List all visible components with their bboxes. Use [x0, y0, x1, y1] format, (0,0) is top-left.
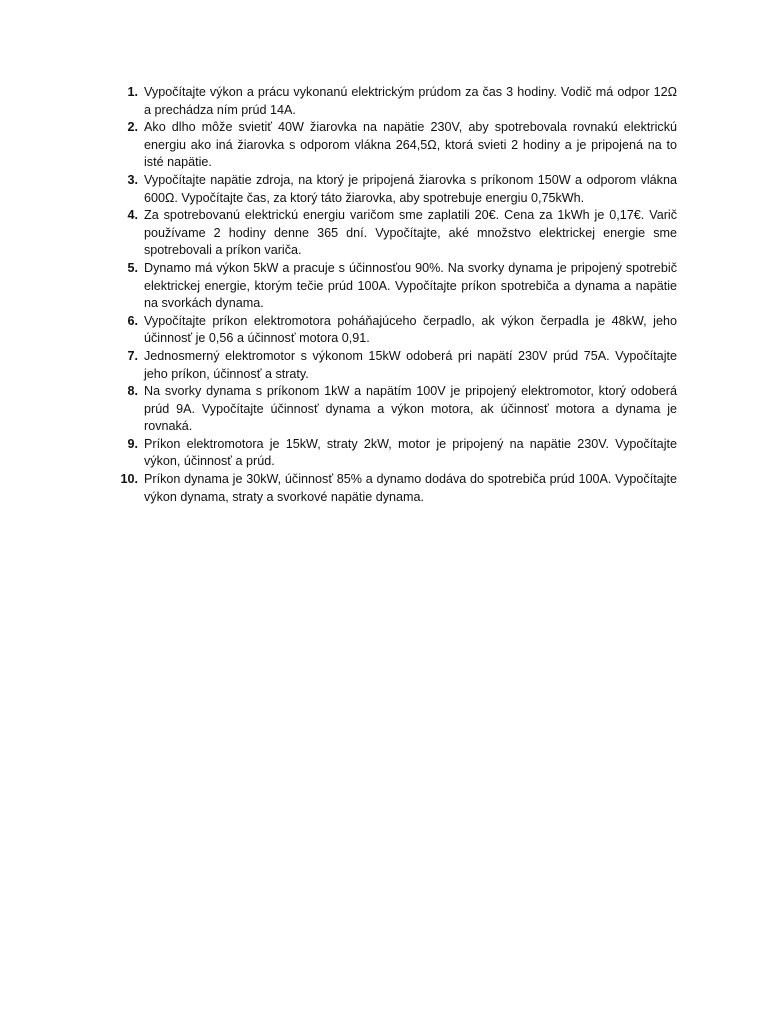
problem-item-10 — [104, 471, 677, 506]
problem-text: Vypočítajte napätie zdroja, na ktorý je pripojená žiarovka s príkonom 150W a odporom vlákna 600Ω. Vypočítajte čas, za ktorý táto žiarovka, aby spotrebuje energiu 0,75kWh. — [144, 172, 677, 205]
problem-item-5 — [104, 260, 677, 313]
problem-item-6 — [104, 313, 677, 348]
problem-text: Jednosmerný elektromotor s výkonom 15kW odoberá pri napätí 230V prúd 75A. Vypočítajte jeho príkon, účinnosť a straty. — [144, 348, 677, 381]
problem-item-3 — [104, 172, 677, 207]
problem-item-9 — [104, 436, 677, 471]
problem-number: 4. — [127, 208, 138, 223]
problem-item-2 — [104, 119, 677, 172]
problem-number: 7. — [127, 348, 138, 363]
problem-item-4 — [104, 207, 677, 260]
problem-text: Dynamo má výkon 5kW a pracuje s účinnosťou 90%. Na svorky dynama je pripojený spotrebič elektrickej energie, ktorým tečie prúd 100A. Vypočítajte príkon spotrebiča a dynama a napätie na svorkách dynama. — [144, 260, 677, 311]
problem-number: 6. — [127, 313, 138, 328]
problem-number: 3. — [127, 172, 138, 187]
problem-text: Za spotrebovanú elektrickú energiu varičom sme zaplatili 20€. Cena za 1kWh je 0,17€. Varič používame 2 hodiny denne 365 dní. Vypočítajte, aké množstvo elektrickej energie sme spotrebovali a príkon variča. — [144, 208, 677, 258]
problem-item-1 — [104, 84, 677, 119]
problem-text: Príkon dynama je 30kW, účinnosť 85% a dynamo dodáva do spotrebiča prúd 100A. Vypočítajte výkon dynama, straty a svorkové napätie dynama. — [144, 472, 677, 504]
problem-item-8 — [104, 383, 677, 436]
problem-number: 8. — [127, 384, 138, 399]
problem-text: Príkon elektromotora je 15kW, straty 2kW, motor je pripojený na napätie 230V. Vypočítajte výkon, účinnosť a prúd. — [144, 436, 677, 469]
problem-item-7 — [104, 348, 677, 383]
problem-list — [104, 84, 677, 506]
problem-number: 2. — [127, 120, 138, 135]
problem-number: 1. — [127, 85, 138, 99]
problem-number: 9. — [127, 436, 138, 451]
problem-text: Na svorky dynama s príkonom 1kW a napätím 100V je pripojený elektromotor, ktorý odoberá prúd 9A. Vypočítajte účinnosť dynama a výkon motora, ak účinnosť motora a dynama je rovnaká. — [144, 384, 677, 434]
problem-text: Ako dlho môže svietiť 40W žiarovka na napätie 230V, aby spotrebovala rovnakú elektrickú energiu ako iná žiarovka s odporom vlákna 264,5Ω, ktorá svieti 2 hodiny a je pripojená na to isté napätie. — [144, 120, 677, 170]
problem-text: Vypočítajte príkon elektromotora poháňajúceho čerpadlo, ak výkon čerpadla je 48kW, jeho účinnosť je 0,56 a účinnosť motora 0,91. — [144, 313, 677, 346]
problem-text: Vypočítajte výkon a prácu vykonanú elektrickým prúdom za čas 3 hodiny. Vodič má odpor 12Ω a prechádza ním prúd 14A. — [144, 85, 677, 117]
problem-number: 5. — [127, 260, 138, 275]
problem-number: 10. — [120, 472, 138, 487]
